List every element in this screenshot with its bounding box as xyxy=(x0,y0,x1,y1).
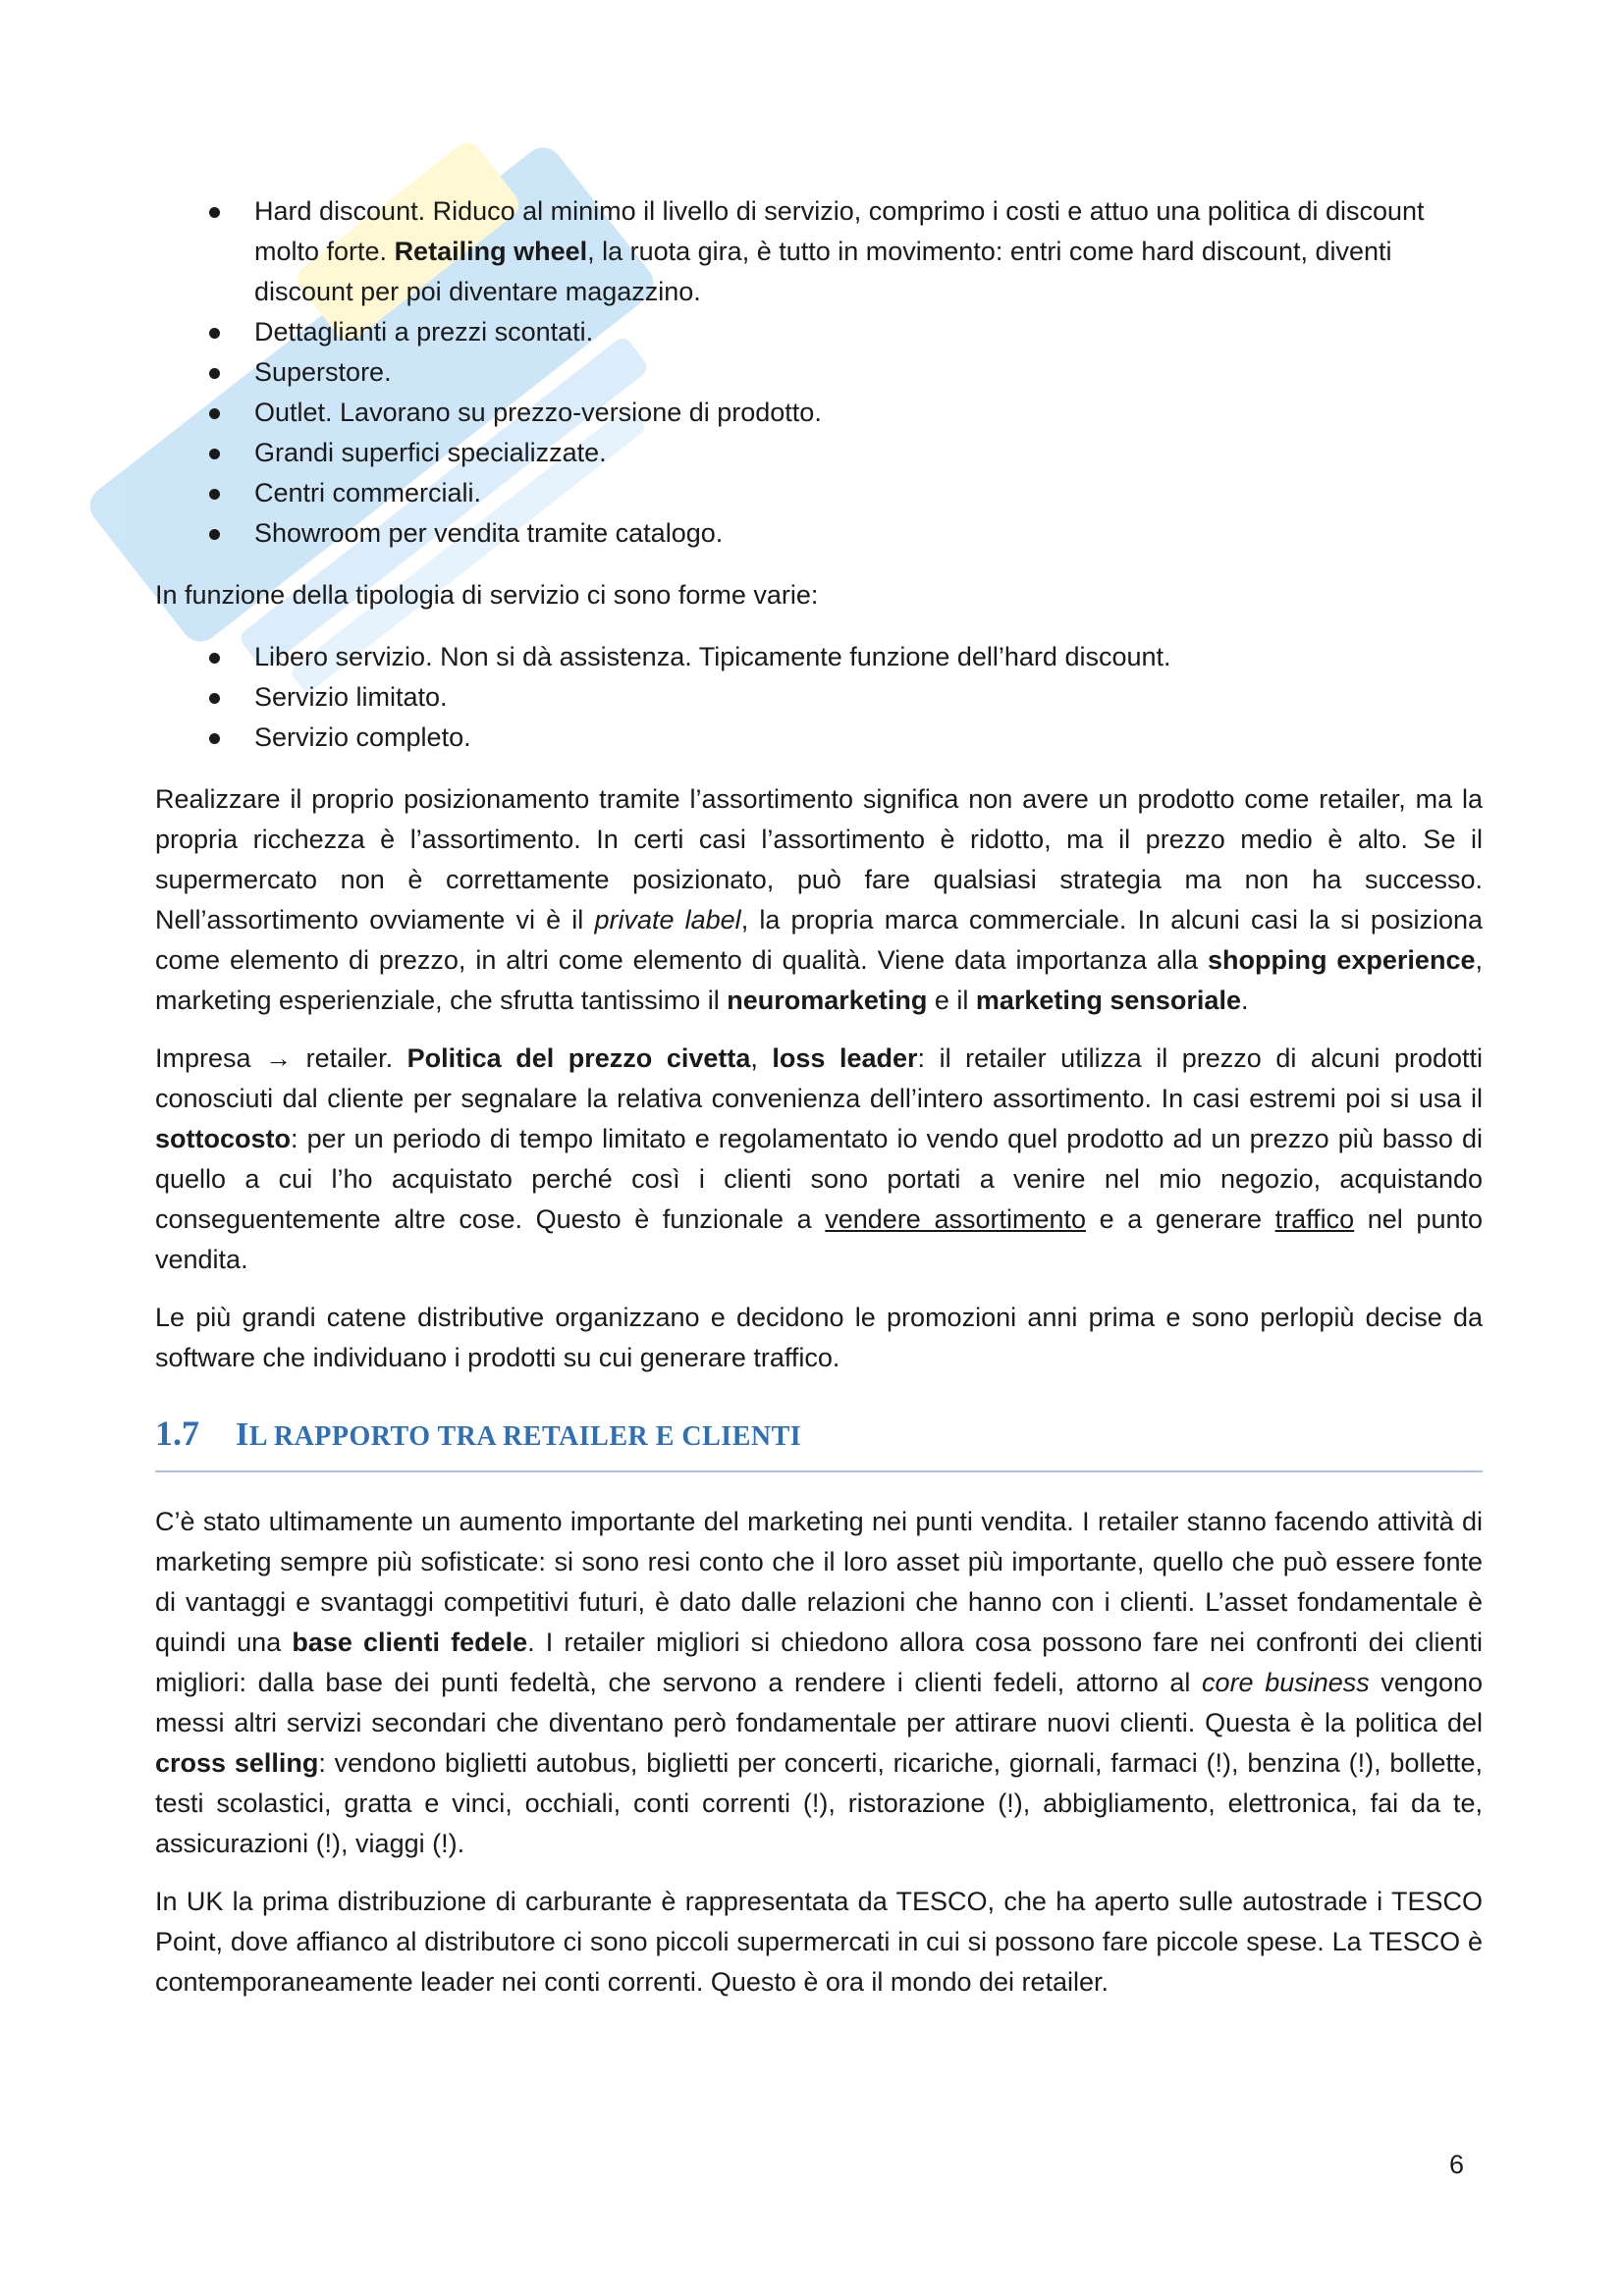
section-title: IL RAPPORTO TRA RETAILER E CLIENTI xyxy=(236,1416,802,1453)
list-item: Dettaglianti a prezzi scontati. xyxy=(155,312,1483,352)
list-item: Hard discount. Riduco al minimo il livello di servizio, comprimo i costi e attuo una politica di discount molto forte. Retailing wheel, la ruota gira, è tutto in movimento: entri come hard discount, diventi discount per poi diventare magazzino. xyxy=(155,191,1483,312)
list-item: Showroom per vendita tramite catalogo. xyxy=(155,513,1483,554)
page-content xyxy=(155,191,1483,2002)
paragraph-catene: Le più grandi catene distributive organizzano e decidono le promozioni anni prima e sono perlopiù decise da software che individuano i prodotti su cui generare traffico. xyxy=(155,1303,1483,1372)
service-intro: In funzione della tipologia di servizio ci sono forme varie: xyxy=(155,580,819,610)
paragraph-tesco: In UK la prima distribuzione di carburante è rappresentata da TESCO, che ha aperto sulle autostrade i TESCO Point, dove affianco al distributore ci sono piccoli supermercati in cui si possono fare piccole spese. La TESCO è contemporaneamente leader nei conti correnti. Questo è ora il mondo dei retailer. xyxy=(155,1887,1483,1997)
service-list xyxy=(155,637,1483,758)
list-item: Servizio limitato. xyxy=(155,677,1483,718)
paragraph-assortimento: Realizzare il proprio posizionamento tramite l’assortimento significa non avere un prodotto come retailer, ma la propria ricchezza è l’assortimento. In certi casi l’assortimento è ridotto, ma il prezzo medio è alto. Se il supermercato non è correttamente posizionato, può fare qualsiasi strategia ma non ha successo. Nell’assortimento ovviamente vi è il private label, la propria marca commerciale. In alcuni casi la si posiziona come elemento di prezzo, in altri come elemento di qualità. Viene data importanza alla shopping experience, marketing esperienziale, che sfrutta tantissimo il neuromarketing e il marketing sensoriale. xyxy=(155,784,1484,1015)
list-item: Servizio completo. xyxy=(155,718,1483,758)
format-list xyxy=(155,191,1483,554)
section-number: 1.7 xyxy=(155,1414,199,1453)
page-number: 6 xyxy=(1449,2150,1465,2179)
list-item: Outlet. Lavorano su prezzo-versione di prodotto. xyxy=(155,393,1483,433)
section-heading xyxy=(155,1414,1483,1472)
list-item: Grandi superfici specializzate. xyxy=(155,433,1483,473)
list-item: Libero servizio. Non si dà assistenza. Tipicamente funzione dell’hard discount. xyxy=(155,637,1483,677)
list-item: Superstore. xyxy=(155,352,1483,393)
list-item: Centri commerciali. xyxy=(155,473,1483,513)
paragraph-marketing: C’è stato ultimamente un aumento importante del marketing nei punti vendita. I retailer stanno facendo attività di marketing sempre più sofisticate: si sono resi conto che il loro asset più importante, quello che può essere fonte di vantaggi e svantaggi competitivi futuri, è dato dalle relazioni che hanno con i clienti. L’asset fondamentale è quindi una base clienti fedele. I retailer migliori si chiedono allora cosa possono fare nei confronti dei clienti migliori: dalla base dei punti fedeltà, che servono a rendere i clienti fedeli, attorno al core business vengono messi altri servizi secondari che diventano però fondamentale per attirare nuovi clienti. Questa è la politica del cross selling: vendono biglietti autobus, biglietti per concerti, ricariche, giornali, farmaci (!), benzina (!), bollette, testi scolastici, gratta e vinci, occhiali, conti correnti (!), ristorazione (!), abbigliamento, elettronica, fai da te, assicurazioni (!), viaggi (!). xyxy=(155,1507,1483,1858)
paragraph-prezzo: Impresa → retailer. Politica del prezzo civetta, loss leader: il retailer utilizza il prezzo di alcuni prodotti conosciuti dal cliente per segnalare la relativa convenienza dell’intero assortimento. In casi estremi poi si usa il sottocosto: per un periodo di tempo limitato e regolamentato io vendo quel prodotto ad un prezzo più basso di quello a cui l’ho acquistato perché così i clienti sono portati a venire nel mio negozio, acquistando conseguentemente altre cose. Questo è funzionale a vendere assortimento e a generare traffico nel punto vendita. xyxy=(155,1043,1483,1274)
